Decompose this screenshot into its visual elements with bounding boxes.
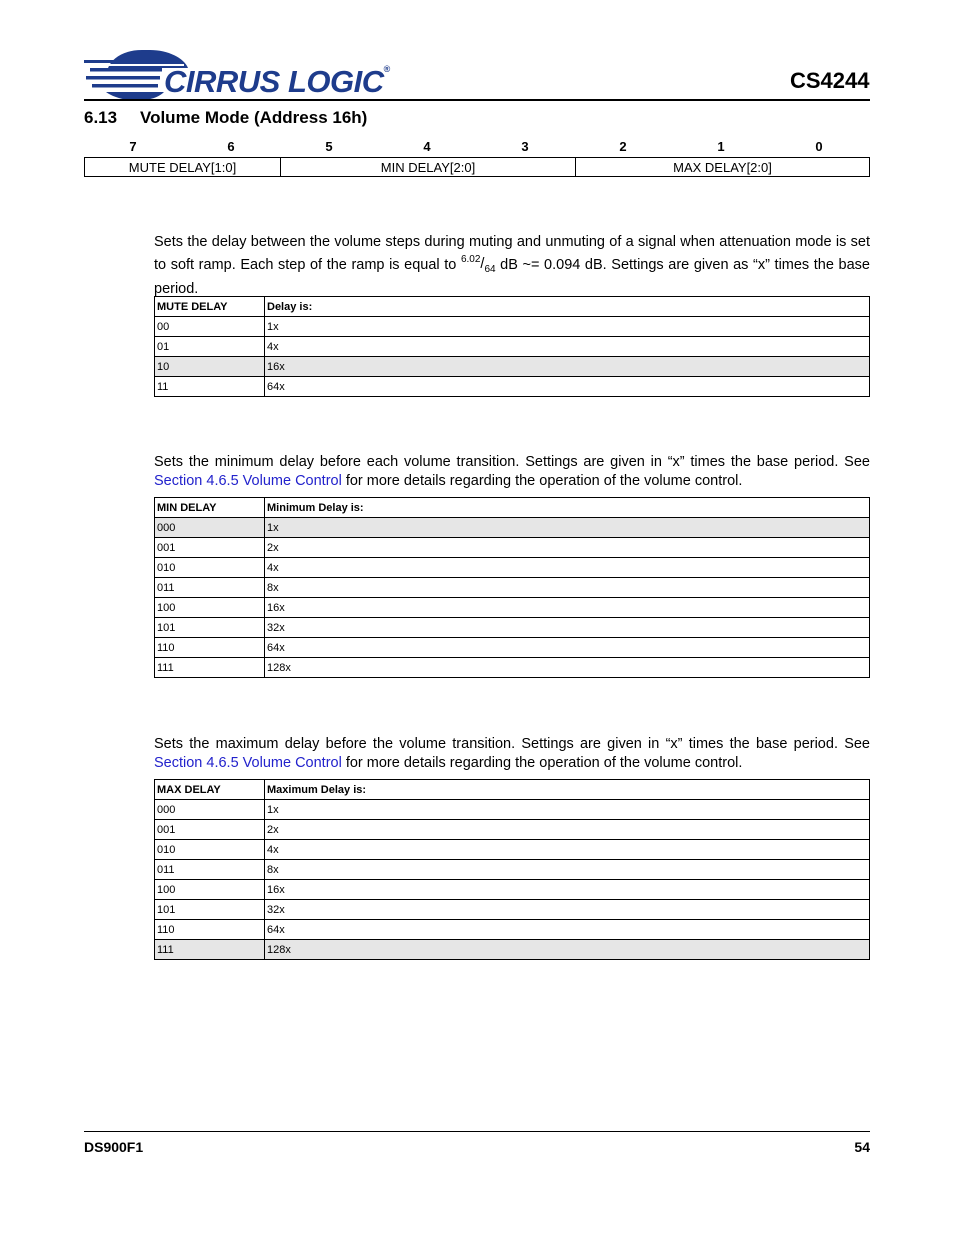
table-row — [155, 578, 870, 598]
table-cell: 16x — [265, 357, 870, 377]
table-cell: 4x — [265, 840, 870, 860]
bit-number: 6 — [227, 139, 235, 154]
table-row-default — [155, 940, 870, 960]
table-row — [155, 638, 870, 658]
max-delay-table — [154, 779, 870, 960]
table-cell: 110 — [155, 638, 265, 658]
table-cell: 001 — [155, 538, 265, 558]
table-cell: 111 — [155, 940, 265, 960]
min-delay-description: Sets the minimum delay before each volume transition. Settings are given in “x” times the base period. See Section 4.6.5 Volume Control for more details regarding the operation of the volume control. — [154, 454, 870, 489]
table-cell: 010 — [155, 840, 265, 860]
table-cell: 16x — [265, 880, 870, 900]
table-row — [155, 317, 870, 337]
page-number: 54 — [854, 1139, 870, 1155]
table-cell: 1x — [265, 800, 870, 820]
table-cell: 10 — [155, 357, 265, 377]
table-row — [155, 558, 870, 578]
bit-number: 4 — [423, 139, 431, 154]
section-title: 6.13 Volume Mode (Address 16h) — [84, 108, 368, 127]
table-cell: 101 — [155, 618, 265, 638]
table-row — [155, 598, 870, 618]
table-cell: 000 — [155, 800, 265, 820]
bit-number: 0 — [815, 139, 823, 154]
table-cell: 101 — [155, 900, 265, 920]
table-header-row — [155, 297, 870, 317]
table-header-cell: MIN DELAY — [155, 498, 265, 518]
mute-delay-description: Sets the delay between the volume steps during muting and unmuting of a signal when attenuation mode is set to soft ramp. Each step of the ramp is equal to $^{6.02}/_{64}$ dB ~= 0.094 dB. Settings are given as “x” times the base period. — [154, 234, 870, 297]
table-row — [155, 377, 870, 397]
min-delay-table — [154, 497, 870, 678]
table-header-row — [155, 780, 870, 800]
table-row — [155, 840, 870, 860]
header-rule — [84, 99, 870, 101]
mute-delay-table — [154, 296, 870, 397]
table-cell: 1x — [265, 317, 870, 337]
field-max-delay: MAX DELAY[2:0] — [576, 158, 870, 177]
table-row — [155, 820, 870, 840]
table-row — [155, 880, 870, 900]
field-mute-delay: MUTE DELAY[1:0] — [85, 158, 281, 177]
section-4-6-5-link[interactable]: Section 4.6.5 Volume Control — [154, 472, 342, 489]
table-cell: 64x — [265, 638, 870, 658]
table-cell: 8x — [265, 578, 870, 598]
table-row — [155, 658, 870, 678]
table-cell: 8x — [265, 860, 870, 880]
table-cell: 01 — [155, 337, 265, 357]
table-cell: 011 — [155, 578, 265, 598]
table-row-default — [155, 518, 870, 538]
table-cell: 00 — [155, 317, 265, 337]
bit-number: 2 — [619, 139, 627, 154]
table-cell: 110 — [155, 920, 265, 940]
table-cell: 32x — [265, 618, 870, 638]
table-cell: 4x — [265, 337, 870, 357]
section-4-6-5-link[interactable]: Section 4.6.5 Volume Control — [154, 754, 342, 771]
table-cell: 2x — [265, 820, 870, 840]
table-row — [155, 900, 870, 920]
table-cell: 64x — [265, 377, 870, 397]
table-row — [155, 618, 870, 638]
part-number: CS4244 — [790, 68, 870, 93]
logo-wordmark: CIRRUS LOGIC® — [164, 64, 390, 99]
field-min-delay: MIN DELAY[2:0] — [281, 158, 576, 177]
table-header-cell: Delay is: — [265, 297, 870, 317]
table-header-cell: Minimum Delay is: — [265, 498, 870, 518]
table-cell: 011 — [155, 860, 265, 880]
table-header-cell: MAX DELAY — [155, 780, 265, 800]
table-cell: 100 — [155, 598, 265, 618]
bit-number: 1 — [717, 139, 725, 154]
table-header-cell: Maximum Delay is: — [265, 780, 870, 800]
table-row — [155, 800, 870, 820]
table-row — [155, 337, 870, 357]
bit-number: 3 — [521, 139, 529, 154]
table-cell: 1x — [265, 518, 870, 538]
table-row — [155, 920, 870, 940]
table-cell: 64x — [265, 920, 870, 940]
register-field-table — [84, 157, 870, 177]
table-cell: 010 — [155, 558, 265, 578]
table-header-row — [155, 498, 870, 518]
table-cell: 001 — [155, 820, 265, 840]
bit-number-row — [84, 139, 870, 155]
table-cell: 128x — [265, 658, 870, 678]
bit-number: 5 — [325, 139, 333, 154]
table-row — [155, 538, 870, 558]
footer-rule — [84, 1131, 870, 1132]
document-id: DS900F1 — [84, 1139, 144, 1155]
table-cell: 4x — [265, 558, 870, 578]
table-cell: 000 — [155, 518, 265, 538]
table-cell: 16x — [265, 598, 870, 618]
table-cell: 32x — [265, 900, 870, 920]
table-cell: 100 — [155, 880, 265, 900]
table-row-default — [155, 357, 870, 377]
table-header-cell: MUTE DELAY — [155, 297, 265, 317]
table-cell: 2x — [265, 538, 870, 558]
table-cell: 11 — [155, 377, 265, 397]
table-cell: 128x — [265, 940, 870, 960]
table-row — [155, 860, 870, 880]
table-cell: 111 — [155, 658, 265, 678]
bit-number: 7 — [129, 139, 137, 154]
max-delay-description: Sets the maximum delay before the volume transition. Settings are given in “x” times the base period. See Section 4.6.5 Volume Control for more details regarding the operation of the volume control. — [154, 736, 870, 771]
